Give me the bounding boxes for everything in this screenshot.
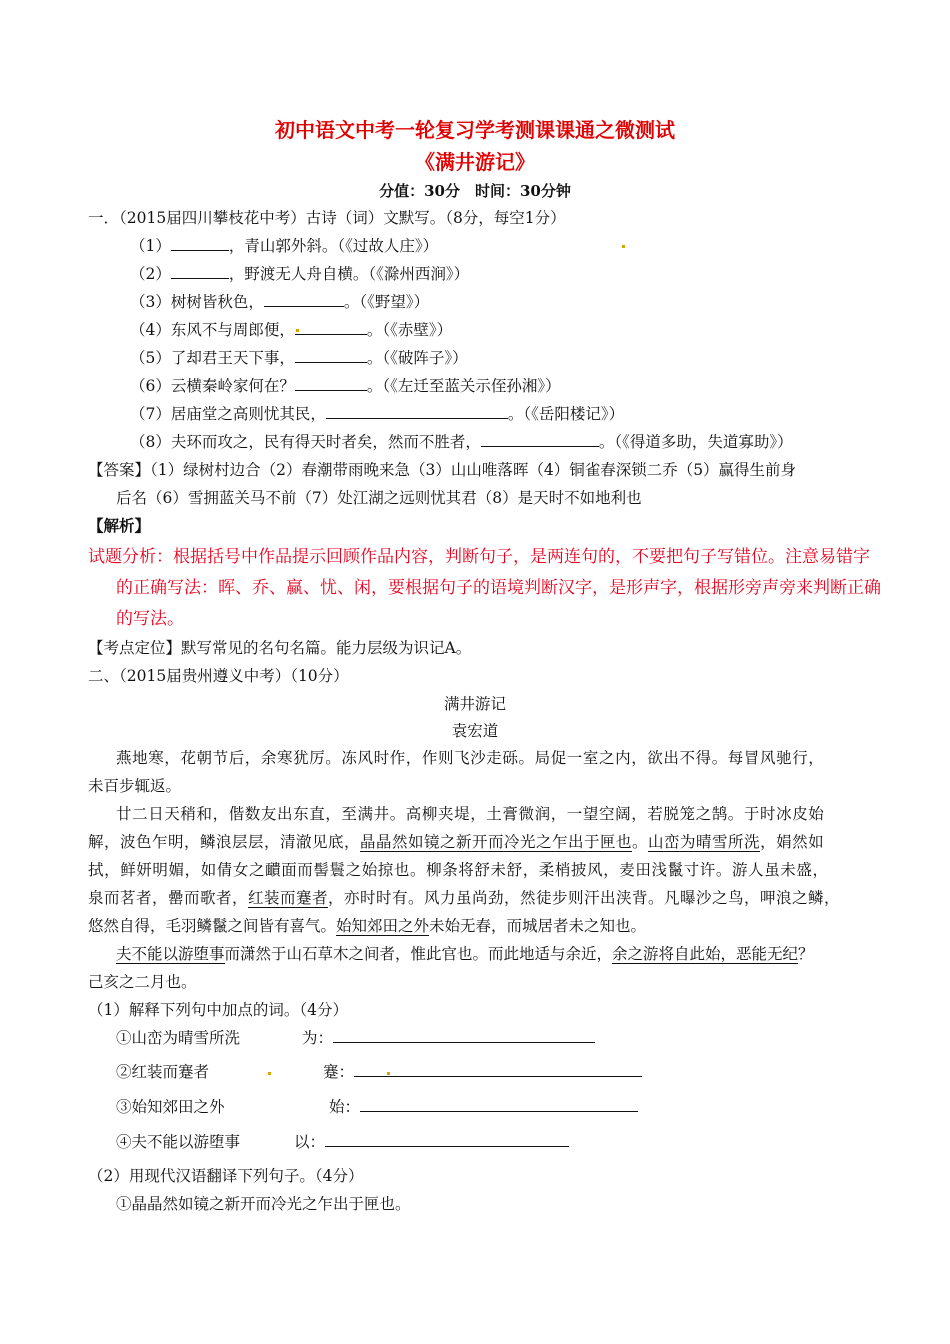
sub1-item-1-answer: 为： bbox=[302, 1026, 595, 1048]
q1-item-8: （8）夫环而攻之，民有得天时者矣，然而不胜者， 。（《得道多助，失道寡助》） bbox=[130, 433, 793, 451]
passage-p2-line2: 解，波色乍明，鳞浪层层，清澈见底，晶晶然如镜之新开而冷光之乍出于匣也。山峦为晴雪所洗，娟然如 bbox=[88, 833, 825, 851]
passage-p1-line1: 燕地寒，花朝节后，余寒犹厉。冻风时作，作则飞沙走砾。局促一室之内，欲出不得。每冒风驰行， bbox=[116, 749, 825, 767]
underlined-phrase: 山峦为晴雪所洗 bbox=[648, 833, 761, 851]
sub1-item-1-sentence: ①山峦为晴雪所洗 bbox=[116, 1029, 241, 1047]
scan-speck bbox=[387, 1072, 390, 1075]
q1-item-3: （3）树树皆秋色， 。（《野望》） bbox=[130, 293, 430, 311]
q1-item-4: （4）东风不与周郎便， 。（《赤壁》） bbox=[130, 321, 453, 339]
scan-speck bbox=[622, 245, 625, 248]
underlined-phrase: 红装而蹇者 bbox=[248, 889, 329, 907]
document-subtitle: 《满井游记》 bbox=[415, 150, 535, 174]
sub1-item-4-answer: 以： bbox=[294, 1130, 569, 1152]
passage-p2-line3: 拭，鲜妍明媚，如倩女之靧面而髻鬟之始掠也。柳条将舒未舒，柔梢披风，麦田浅鬣寸许。游人虽未盛， bbox=[88, 861, 829, 879]
passage-p2-line4: 泉而茗者，罍而歌者，红装而蹇者，亦时时有。风力虽尚劲，然徒步则汗出浃背。凡曝沙之鸟，呷浪之鳞， bbox=[88, 889, 841, 907]
q1-item-1: （1） ，青山郭外斜。（《过故人庄》） bbox=[130, 237, 439, 255]
answer-blank[interactable] bbox=[264, 292, 344, 307]
passage-p3-line1: 夫不能以游堕事而潇然于山石草木之间者，惟此官也。而此地适与余近，余之游将自此始，恶能无纪？ bbox=[116, 945, 814, 963]
document-title: 初中语文中考一轮复习学考测课课通之微测试 bbox=[275, 118, 675, 142]
answer-blank[interactable] bbox=[481, 432, 599, 447]
sub2-heading: （2）用现代汉语翻译下列句子。（4分） bbox=[88, 1167, 364, 1185]
passage-p3-line2: 己亥之二月也。 bbox=[88, 973, 197, 991]
q2-heading: 二、（2015届贵州遵义中考）（10分） bbox=[88, 667, 349, 685]
q1-answer-line-1: 【答案】（1）绿树村边合（2）春潮带雨晚来急（3）山山唯落晖（4）铜雀春深锁二乔（5）赢得生前身 bbox=[88, 461, 797, 479]
answer-blank[interactable] bbox=[295, 376, 367, 391]
scan-speck bbox=[296, 329, 299, 332]
passage-p2-line5: 悠然自得，毛羽鳞鬣之间皆有喜气。始知郊田之外未始无春，而城居者未之知也。 bbox=[88, 917, 647, 935]
q1-item-6: （6）云横秦岭家何在？ 。（《左迁至蓝关示侄孙湘》） bbox=[130, 377, 561, 395]
analysis-line-2: 的正确写法：晖、乔、赢、忧、闲，要根据句子的语境判断汉字，是形声字，根据形旁声旁来判断正确 bbox=[116, 578, 881, 598]
sub1-item-2-answer: 蹇： bbox=[323, 1060, 642, 1082]
passage-title: 满井游记 bbox=[443, 695, 506, 713]
answer-blank[interactable] bbox=[360, 1097, 638, 1112]
analysis-label: 【解析】 bbox=[88, 516, 151, 535]
kaodian-line: 【考点定位】默写常见的名句名篇。能力层级为识记A。 bbox=[88, 639, 472, 657]
answer-blank[interactable] bbox=[295, 320, 367, 335]
scan-speck bbox=[268, 1072, 271, 1075]
q1-item-5: （5）了却君王天下事， 。（《破阵子》） bbox=[130, 349, 468, 367]
q1-heading: 一．（2015届四川攀枝花中考）古诗（词）文默写。（8分，每空1分） bbox=[88, 209, 566, 227]
underlined-phrase: 余之游将自此始，恶能无纪 bbox=[612, 945, 799, 963]
sub1-item-3-answer: 始： bbox=[329, 1095, 638, 1117]
answer-blank[interactable] bbox=[326, 404, 508, 419]
answer-blank[interactable] bbox=[325, 1132, 569, 1147]
sub1-item-4-sentence: ④夫不能以游堕事 bbox=[116, 1133, 241, 1151]
analysis-line-1: 试题分析：根据括号中作品提示回顾作品内容，判断句子，是两连句的，不要把句子写错位。注意易错字 bbox=[88, 547, 870, 567]
passage-p1-line2: 未百步辄返。 bbox=[88, 777, 182, 795]
underlined-phrase: 夫不能以游堕事 bbox=[116, 945, 225, 963]
q1-answer-line-2: 后名（6）雪拥蓝关马不前（7）处江湖之远则忧其君（8）是天时不如地利也 bbox=[116, 489, 642, 507]
sub1-heading: （1）解释下列句中加点的词。（4分） bbox=[88, 1001, 348, 1019]
answer-blank[interactable] bbox=[171, 236, 229, 251]
answer-blank[interactable] bbox=[171, 264, 229, 279]
sub1-item-3-sentence: ③始知郊田之外 bbox=[116, 1098, 225, 1116]
sub2-item-1: ①晶晶然如镜之新开而冷光之乍出于匣也。 bbox=[116, 1195, 411, 1213]
underlined-phrase: 始知郊田之外 bbox=[336, 917, 430, 935]
score-time-info: 分值：30分 时间：30分钟 bbox=[379, 182, 571, 200]
underlined-phrase: 晶晶然如镜之新开而冷光之乍出于匣也 bbox=[360, 833, 633, 851]
passage-author: 袁宏道 bbox=[451, 722, 499, 740]
analysis-line-3: 的写法。 bbox=[116, 609, 184, 629]
passage-p2-line1: 廿二日天稍和，偕数友出东直，至满井。高柳夹堤，土膏微润，一望空阔，若脱笼之鹄。于时冰皮始 bbox=[116, 805, 825, 823]
answer-blank[interactable] bbox=[354, 1062, 642, 1077]
q1-item-2: （2） ，野渡无人舟自横。（《滁州西涧》） bbox=[130, 265, 470, 283]
sub1-item-2-sentence: ②红装而蹇者 bbox=[116, 1063, 210, 1081]
answer-blank[interactable] bbox=[295, 348, 367, 363]
answer-blank[interactable] bbox=[333, 1028, 595, 1043]
q1-item-7: （7）居庙堂之高则忧其民， 。（《岳阳楼记》） bbox=[130, 405, 625, 423]
